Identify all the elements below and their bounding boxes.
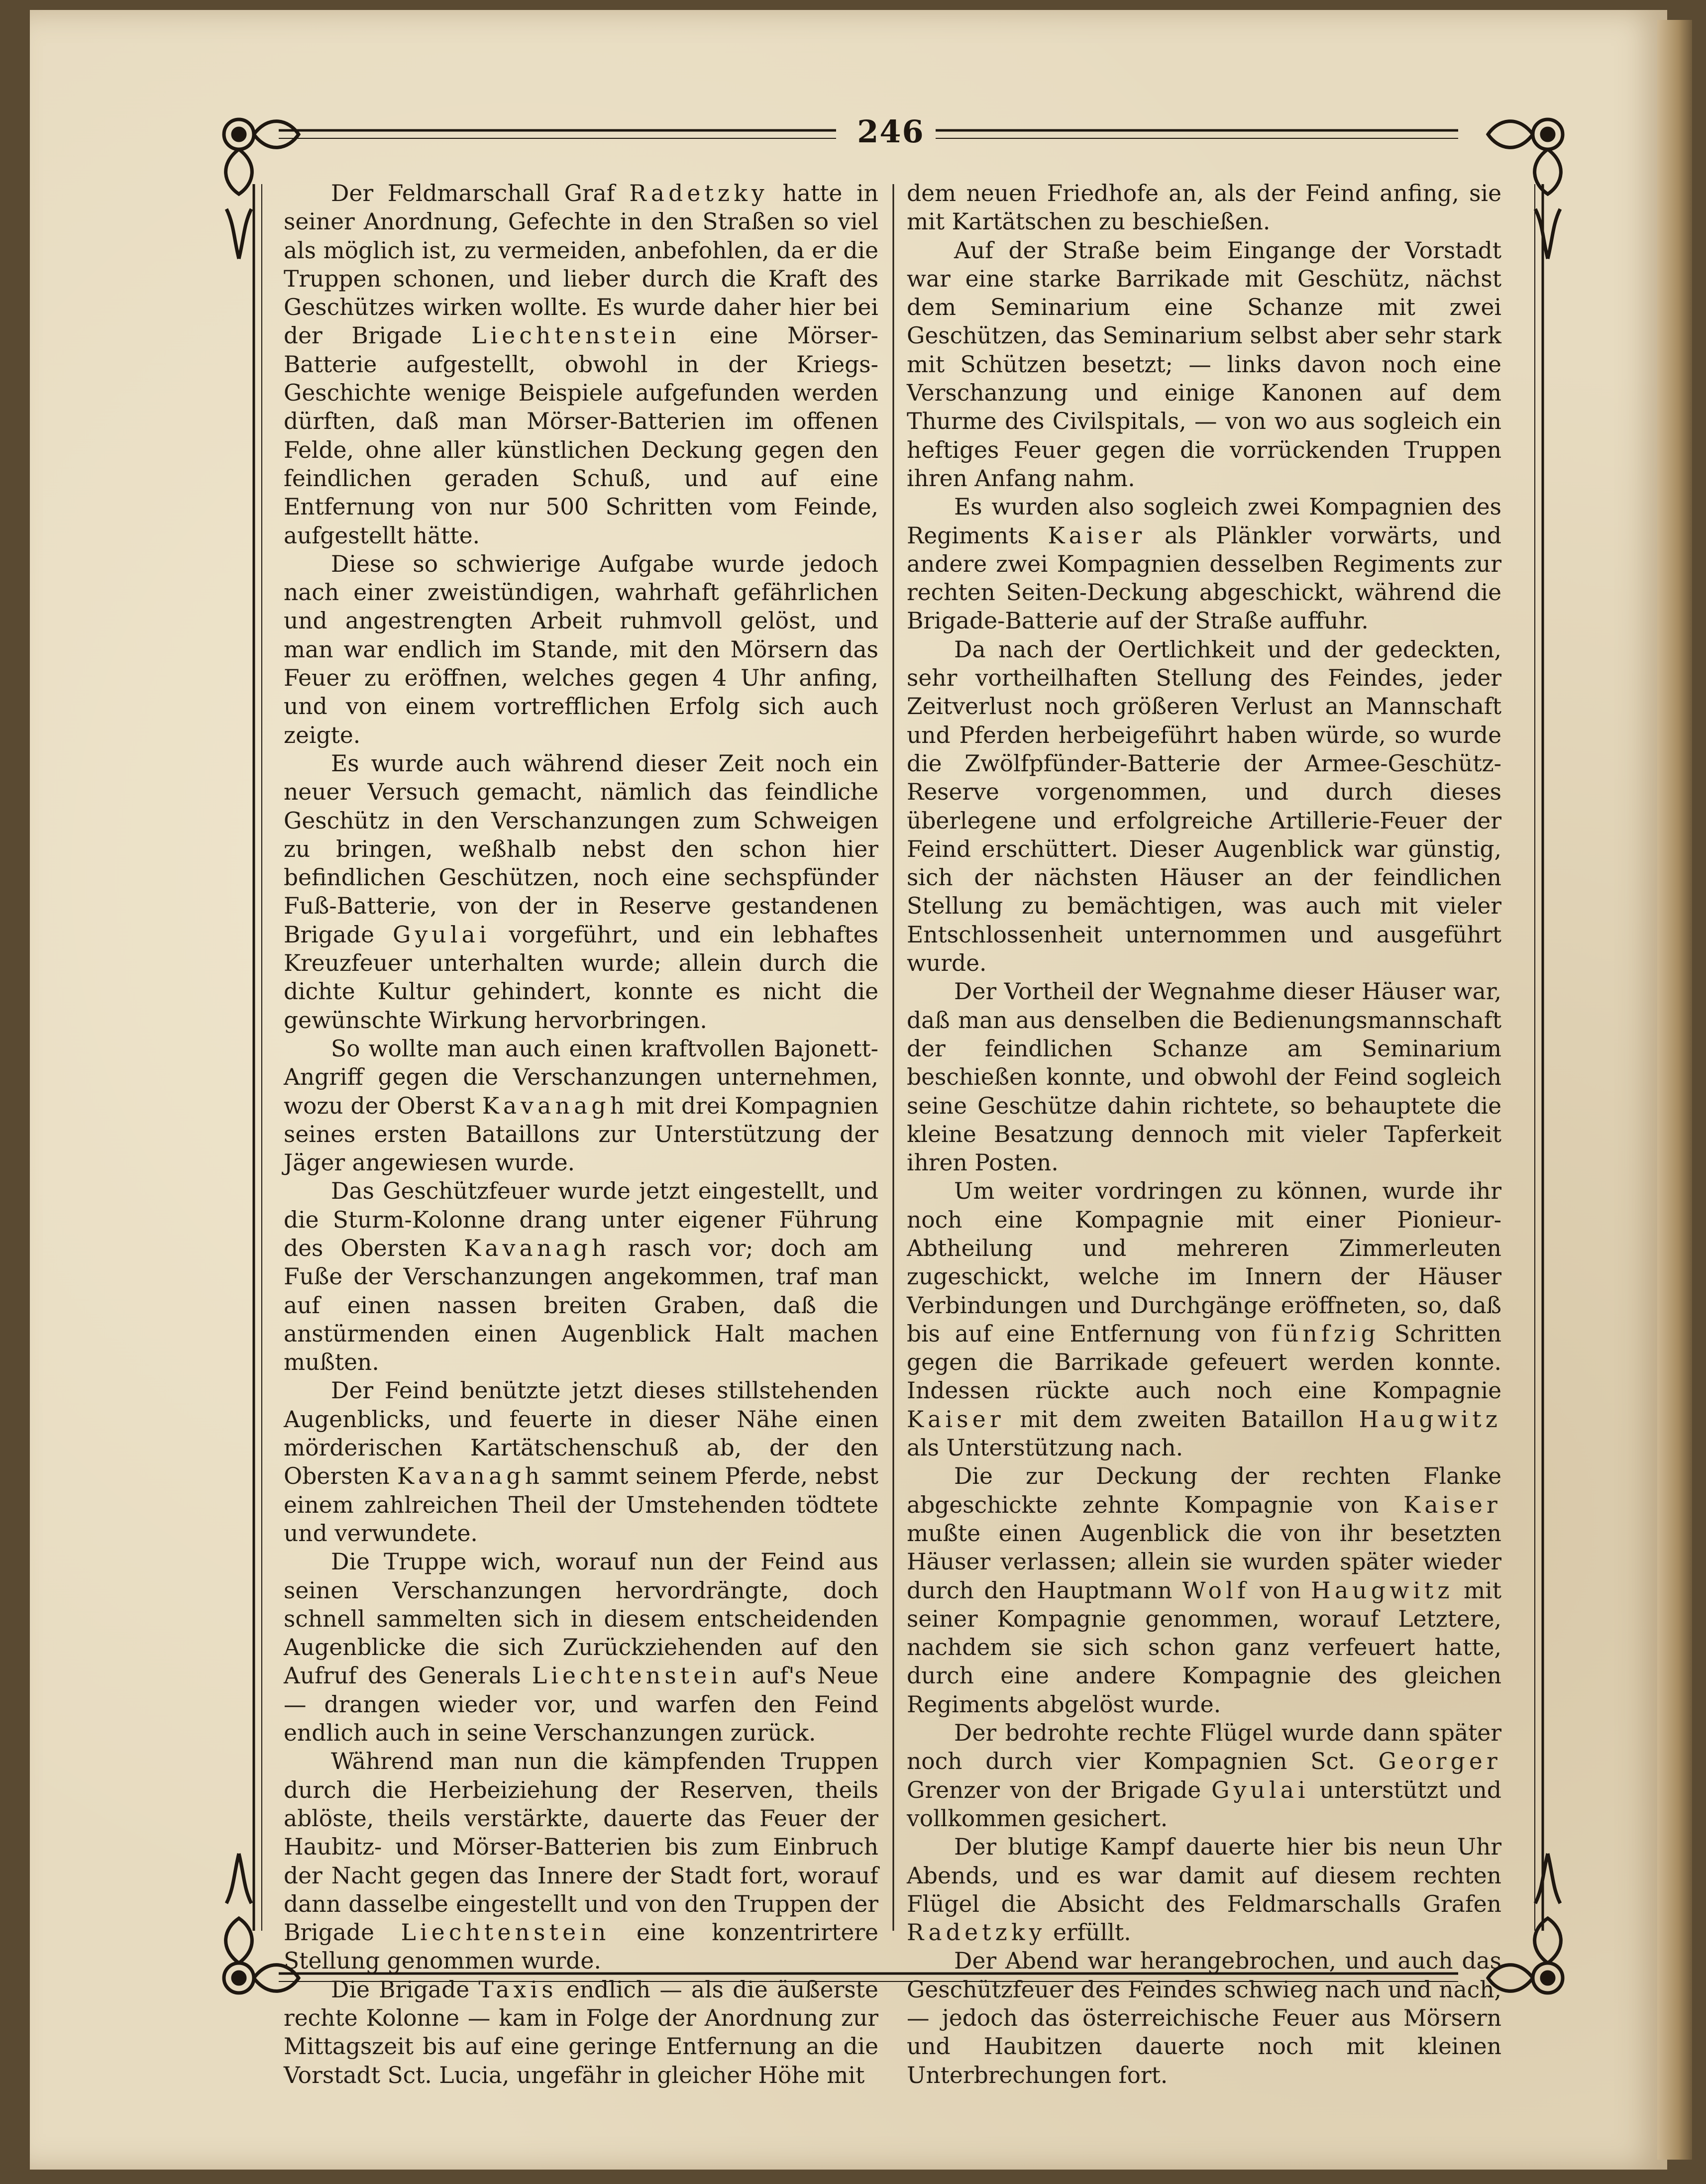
paragraph — [284, 1747, 878, 1975]
text-run: Um weiter vordringen zu können, wurde ihr noch eine Kompagnie mit einer Pionieur-Abtheilung und mehreren Zimmerleuten zugeschickt, welche im Innern der Häuser Verbindungen und Durchgänge eröffneten, so, daß bis auf eine Entfernung von — [907, 1178, 1501, 1347]
paragraph — [907, 1947, 1501, 2089]
text-run: unterstützt und vollkommen gesichert. — [907, 1776, 1501, 1832]
spaced-name: Kavanagh — [482, 1092, 629, 1119]
text-run: erfüllt. — [1046, 1919, 1131, 1946]
text-run: Das Geschützfeuer wurde jetzt eingestellt, und die Sturm-Kolonne drang unter eigener Führung des Obersten — [284, 1178, 878, 1261]
spaced-name: Liechtenstein — [532, 1663, 741, 1689]
paragraph — [907, 1719, 1501, 1833]
text-run: Da nach der Oertlichkeit und der gedeckten, sehr vortheilhaften Stellung des Feindes, jeder Zeitverlust noch größeren Verlust an Mannschaft und Pferden herbeigeführt haben würde, so wurde die Zwölfpfünder-Batterie der Armee-Geschütz-Reserve vorgenommen, und durch dieses überlegene und erfolgreiche Artillerie-Feuer der Feind erschüttert. Dieser Augenblick war günstig, sich der nächsten Häuser an der feindlichen Stellung zu bemächtigen, was auch mit vieler Entschlossenheit unternommen und ausgeführt wurde. — [907, 636, 1501, 977]
spaced-name: Taxis — [478, 1976, 557, 2003]
text-run: Die Truppe wich, worauf nun der Feind aus seinen Verschanzungen hervordrängte, doch schnell sammelten sich in diesem entscheidenden Augenblicke die sich Zurückziehenden auf den Aufruf des Generals — [284, 1549, 878, 1689]
paragraph — [907, 1462, 1501, 1719]
spaced-name: Radetzky — [907, 1919, 1046, 1946]
spaced-name: Kavanagh — [397, 1463, 544, 1490]
spaced-name: Kavanagh — [464, 1235, 611, 1261]
paragraph — [907, 236, 1501, 493]
spaced-name: Gyulai — [392, 921, 491, 948]
paragraph — [284, 1548, 878, 1747]
paragraph — [907, 493, 1501, 635]
paragraph — [907, 1833, 1501, 1947]
text-run: auf's Neue — drangen wieder vor, und warfen den Feind endlich auch in seine Verschanzungen zurück. — [284, 1663, 878, 1747]
spaced-name: Kaiser — [1048, 522, 1146, 549]
text-run: Es wurde auch während dieser Zeit noch ein neuer Versuch gemacht, nämlich das feindliche Geschütz in den Verschanzungen zum Schweigen zu bringen, weßhalb nebst den schon hier befindlichen Geschützen, noch eine sechspfünder Fuß-Batterie, von der in Reserve gestandenen Brigade — [284, 750, 878, 948]
text-run: Der Vortheil der Wegnahme dieser Häuser war, daß man aus denselben die Bedienungsmannschaft der feindlichen Schanze am Seminarium beschießen konnte, und obwohl der Feind sogleich seine Geschütze dahin richtete, so behauptete die kleine Besatzung dennoch mit vieler Tapferkeit ihren Posten. — [907, 978, 1501, 1176]
paragraph — [284, 179, 878, 550]
spaced-name: Kaiser — [907, 1406, 1005, 1433]
spaced-name: Kaiser — [1403, 1491, 1501, 1518]
text-run: Der Abend war herangebrochen, und auch das Geschützfeuer des Feindes schwieg nach und nach, — jedoch das österreichische Feuer aus Mörsern und Haubitzen dauerte noch mit kleinen Unterbrechungen fort. — [907, 1948, 1501, 2088]
text-run: Die Brigade — [331, 1976, 479, 2003]
spaced-name: fünfzig — [1271, 1320, 1380, 1347]
spaced-name: Wolf — [1182, 1577, 1250, 1604]
text-run: mit drei Kompagnien seines ersten Bataillons zur Unterstützung der Jäger angewiesen wurde. — [284, 1092, 879, 1176]
text-run: Es wurden also sogleich zwei Kompagnien des Regiments — [907, 494, 1501, 549]
paragraph — [907, 179, 1501, 236]
page-number: 246 — [857, 113, 925, 150]
paragraph — [907, 1177, 1501, 1462]
text-run: mußte einen Augenblick die von ihr besetzten Häuser verlassen; allein sie wurden später wieder durch den Hauptmann — [907, 1520, 1501, 1604]
paragraph — [284, 1376, 878, 1548]
spaced-name: Radetzky — [629, 180, 768, 207]
paragraph — [284, 1976, 878, 2089]
spaced-name: Gyulai — [1211, 1776, 1309, 1803]
spaced-name: Liechtenstein — [401, 1919, 610, 1946]
text-run: Grenzer von der Brigade — [907, 1776, 1212, 1803]
text-run: eine konzentrirtere Stellung genommen wurde. — [284, 1919, 878, 1975]
spaced-name: Georger — [1378, 1748, 1501, 1775]
text-run: Der blutige Kampf dauerte hier bis neun Uhr Abends, und es war damit auf diesem rechten Flügel die Absicht des Feldmarschalls Grafen — [907, 1834, 1501, 1917]
text-run: Der Feind benützte jetzt dieses stillstehenden Augenblicks, und feuerte in dieser Nähe einen mörderischen Kartätschenschuß ab, der den Obersten — [284, 1377, 878, 1490]
paragraph — [284, 1177, 878, 1376]
text-run: Auf der Straße beim Eingange der Vorstadt war eine starke Barrikade mit Geschütz, nächst dem Seminarium eine Schanze mit zwei Geschützen, das Seminarium selbst aber sehr stark mit Schützen besetzt; — links davon noch eine Verschanzung und einige Kanonen auf dem Thurme des Civilspitals, — von wo aus sogleich ein heftiges Feuer gegen die vorrückenden Truppen ihren Anfang nahm. — [907, 237, 1501, 492]
spaced-name: Haugwitz — [1359, 1406, 1501, 1433]
paragraph — [284, 550, 878, 749]
text-run: rasch vor; doch am Fuße der Verschanzungen angekommen, traf man auf einen nassen breiten Graben, daß die anstürmenden einen Augenblick Halt machen mußten. — [284, 1235, 878, 1376]
text-run: von — [1250, 1577, 1311, 1604]
text-run: Diese so schwierige Aufgabe wurde jedoch nach einer zweistündigen, wahrhaft gefährlichen und angestrengten Arbeit ruhmvoll gelöst, und man war endlich im Stande, mit den Mörsern das Feuer zu eröffnen, welches gegen 4 Uhr anfing, und von einem vortrefflichen Erfolg sich auch zeigte. — [284, 550, 878, 748]
right-text-column — [907, 179, 1501, 2088]
text-run: vorgeführt, und ein lebhaftes Kreuzfeuer unterhalten wurde; allein durch die dichte Kultur gehindert, konnte es nicht die gewünschte Wirkung hervorbringen. — [284, 921, 879, 1034]
spaced-name: Haugwitz — [1311, 1577, 1454, 1604]
text-run: als Plänkler vorwärts, und andere zwei Kompagnien desselben Regiments zur rechten Seiten-Deckung abgeschickt, während die Brigade-Batterie auf der Straße auffuhr. — [907, 522, 1501, 634]
text-run: Der bedrohte rechte Flügel wurde dann später noch durch vier Kompagnien Sct. — [907, 1720, 1501, 1775]
paragraph — [907, 635, 1501, 978]
text-run: dem neuen Friedhofe an, als der Feind anfing, sie mit Kartätschen zu beschießen. — [907, 180, 1501, 235]
text-run: endlich — als die äußerste rechte Kolonne — kam in Folge der Anordnung zur Mittagszeit bis auf eine geringe Entfernung an die Vorstadt Sct. Lucia, ungefähr in gleicher Höhe mit — [284, 1976, 878, 2088]
text-run: Schritten gegen die Barrikade gefeuert werden konnte. Indessen rückte auch noch eine Kompagnie — [907, 1320, 1501, 1404]
text-run: Die zur Deckung der rechten Flanke abgeschickte zehnte Kompagnie von — [907, 1463, 1501, 1518]
text-run: Während man nun die kämpfenden Truppen durch die Herbeiziehung der Reserven, theils ablöste, theils verstärkte, dauerte das Feuer der Haubitz- und Mörser-Batterien bis zum Einbruch der Nacht gegen das Innere der Stadt fort, worauf dann dasselbe eingestellt und von den Truppen der Brigade — [284, 1748, 878, 1946]
paragraph — [907, 977, 1501, 1177]
text-run: als Unterstützung nach. — [907, 1435, 1183, 1461]
paragraph — [284, 749, 878, 1035]
text-run: Der Feldmarschall Graf — [331, 180, 630, 207]
text-run: mit dem zweiten Bataillon — [1004, 1406, 1359, 1433]
text-run: hatte in seiner Anordnung, Gefechte in den Straßen so viel als möglich ist, zu vermeiden, anbefohlen, da er die Truppen schonen, und lieber durch die Kraft des Geschützes wirken wollte. Es wurde daher hier bei der Brigade — [284, 180, 879, 349]
left-text-column — [284, 179, 879, 2088]
text-run: So wollte man auch einen kraftvollen Bajonett-Angriff gegen die Verschanzungen unternehmen, wozu der Oberst — [284, 1035, 878, 1119]
spaced-name: Liechtenstein — [471, 322, 680, 349]
text-run: mit seiner Kompagnie genommen, worauf Letztere, nachdem sie sich schon ganz verfeuert hatte, durch eine andere Kompagnie des gleichen Regiments abgelöst wurde. — [907, 1577, 1501, 1718]
paragraph — [284, 1035, 878, 1177]
text-run: sammt seinem Pferde, nebst einem zahlreichen Theil der Umstehenden tödtete und verwundete. — [284, 1463, 879, 1547]
text-run: eine Mörser-Batterie aufgestellt, obwohl in der Kriegs-Geschichte wenige Beispiele aufgefunden werden dürften, daß man Mörser-Batterien im offenen Felde, ohne aller künstlichen Deckung gegen den feindlichen geraden Schuß, und auf eine Entfernung von nur 500 Schritten vom Feinde, aufgestellt hätte. — [284, 322, 878, 549]
